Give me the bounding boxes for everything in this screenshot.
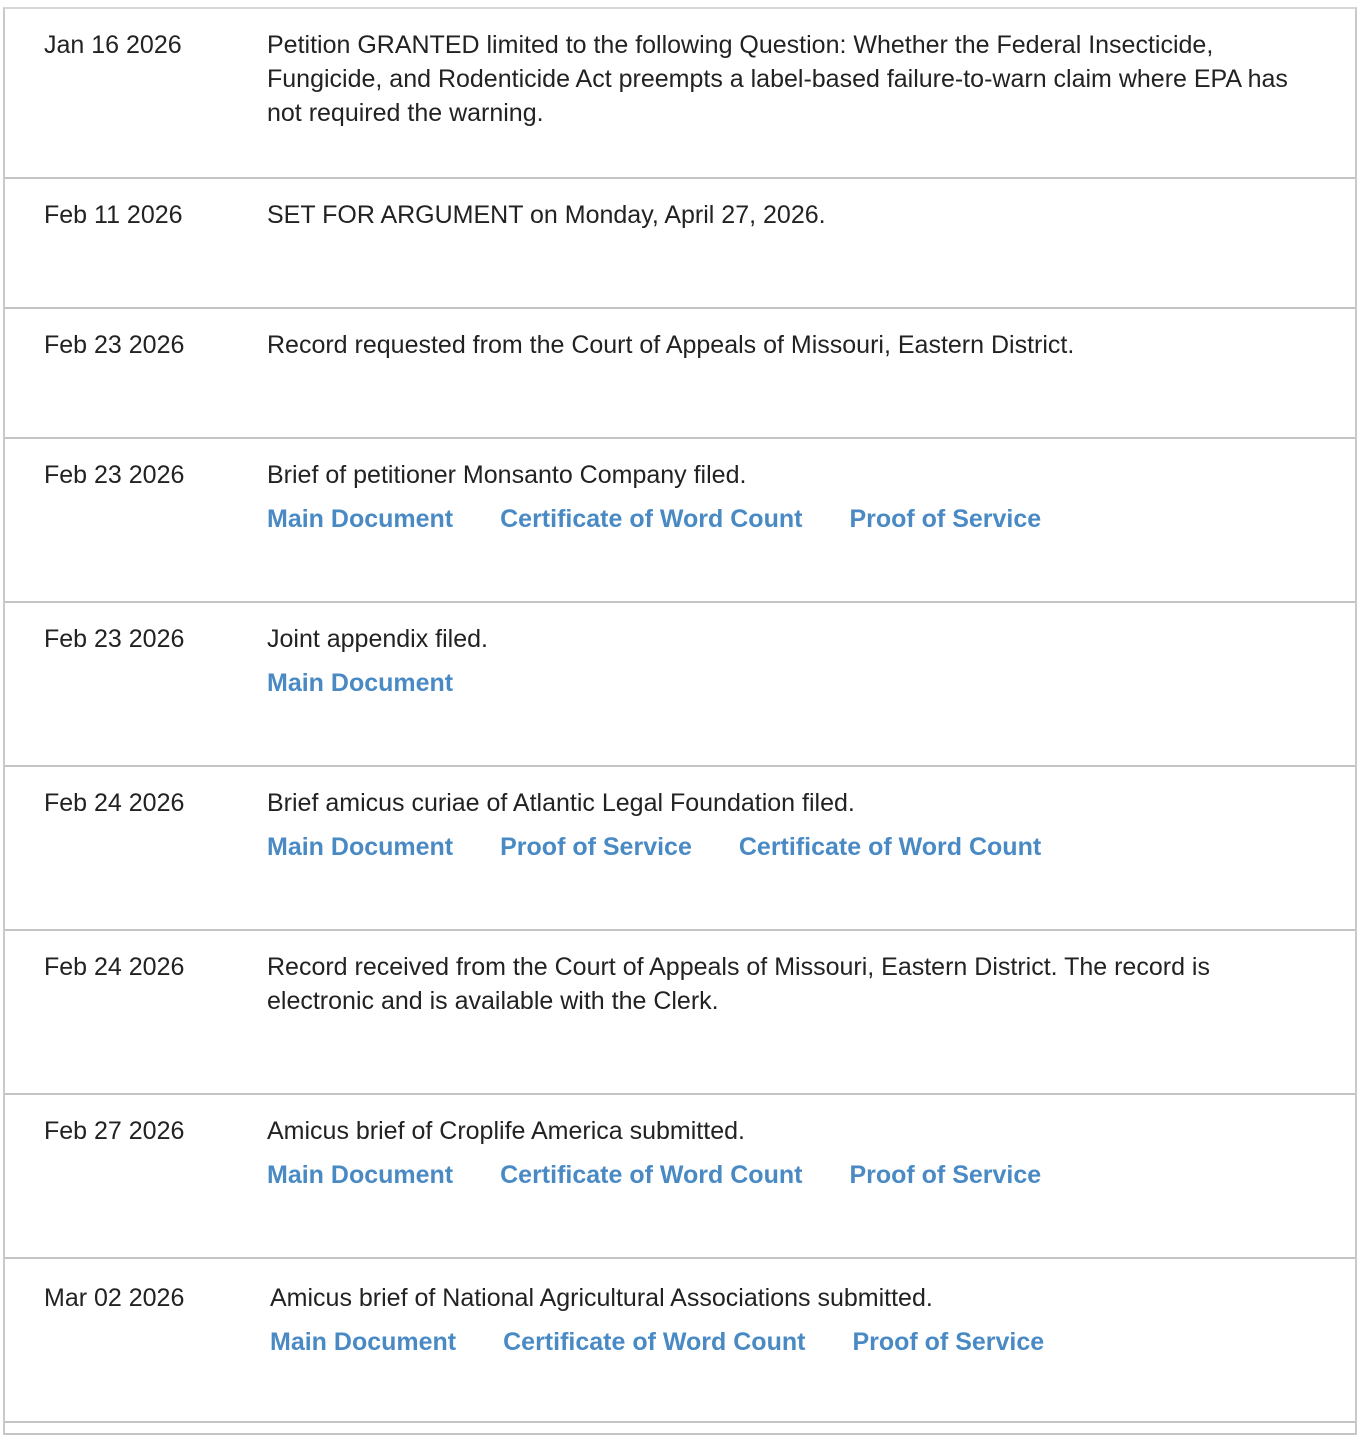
docket-entry xyxy=(5,767,1355,931)
docket-entry xyxy=(5,439,1355,603)
entry-document-links xyxy=(267,1158,1295,1192)
entry-date: Mar 02 2026 xyxy=(44,1284,185,1312)
docket-entry xyxy=(5,931,1355,1095)
entry-date: Feb 24 2026 xyxy=(44,789,185,817)
proof-of-service-link[interactable]: Proof of Service xyxy=(500,833,692,861)
docket-entry xyxy=(5,309,1355,439)
docket-entry xyxy=(5,9,1355,179)
main-document-link[interactable]: Main Document xyxy=(267,833,454,861)
entry-document-links xyxy=(267,830,1295,864)
entry-body xyxy=(267,950,1295,1018)
entry-date: Feb 23 2026 xyxy=(44,331,185,359)
main-document-link[interactable]: Main Document xyxy=(267,505,454,533)
proof-of-service-link[interactable]: Proof of Service xyxy=(852,1328,1045,1356)
entry-body xyxy=(267,198,1295,232)
entry-body xyxy=(267,458,1295,536)
entry-body xyxy=(267,1114,1295,1192)
certificate-of-word-count-link[interactable]: Certificate of Word Count xyxy=(500,505,803,533)
entry-description: Joint appendix filed. xyxy=(267,625,488,653)
entry-description: SET FOR ARGUMENT on Monday, April 27, 2026. xyxy=(267,201,826,229)
entry-date: Feb 23 2026 xyxy=(44,461,185,489)
entry-description: Record requested from the Court of Appeals of Missouri, Eastern District. xyxy=(267,331,1075,359)
docket-entry xyxy=(5,1259,1355,1423)
proof-of-service-link[interactable]: Proof of Service xyxy=(849,505,1042,533)
docket-entry xyxy=(5,603,1355,767)
entry-date: Feb 11 2026 xyxy=(44,201,183,229)
entry-body xyxy=(267,786,1295,864)
entry-document-links xyxy=(267,502,1295,536)
entry-description: Amicus brief of National Agricultural Associations submitted. xyxy=(270,1284,933,1312)
docket-table xyxy=(3,7,1357,1435)
entry-description: Record received from the Court of Appeals of Missouri, Eastern District. The record is electronic and is available with the Clerk. xyxy=(267,953,1210,1015)
main-document-link[interactable]: Main Document xyxy=(267,1161,454,1189)
certificate-of-word-count-link[interactable]: Certificate of Word Count xyxy=(503,1328,806,1356)
entry-date: Feb 23 2026 xyxy=(44,625,185,653)
entry-description: Brief of petitioner Monsanto Company filed. xyxy=(267,461,747,489)
next-docket-entry-partial xyxy=(5,1423,1355,1435)
proof-of-service-link[interactable]: Proof of Service xyxy=(849,1161,1042,1189)
main-document-link[interactable]: Main Document xyxy=(267,669,454,697)
entry-date: Jan 16 2026 xyxy=(44,31,182,59)
entry-document-links xyxy=(267,666,1295,700)
entry-document-links xyxy=(270,1325,1295,1359)
entry-body xyxy=(270,1281,1295,1359)
entry-description: Petition GRANTED limited to the following Question: Whether the Federal Insecticide, Fungicide, and Rodenticide Act preempts a label-based failure-to-warn claim where EPA has not required the warning. xyxy=(267,31,1288,127)
entry-body xyxy=(267,28,1295,130)
entry-body xyxy=(267,328,1295,362)
certificate-of-word-count-link[interactable]: Certificate of Word Count xyxy=(500,1161,803,1189)
certificate-of-word-count-link[interactable]: Certificate of Word Count xyxy=(738,833,1042,861)
docket-entry xyxy=(5,1095,1355,1259)
entry-date: Feb 24 2026 xyxy=(44,953,185,981)
entry-description: Amicus brief of Croplife America submitted. xyxy=(267,1117,745,1145)
entry-description: Brief amicus curiae of Atlantic Legal Foundation filed. xyxy=(267,789,855,817)
main-document-link[interactable]: Main Document xyxy=(270,1328,457,1356)
docket-entry xyxy=(5,179,1355,309)
entry-date: Feb 27 2026 xyxy=(44,1117,185,1145)
entry-body xyxy=(267,622,1295,700)
